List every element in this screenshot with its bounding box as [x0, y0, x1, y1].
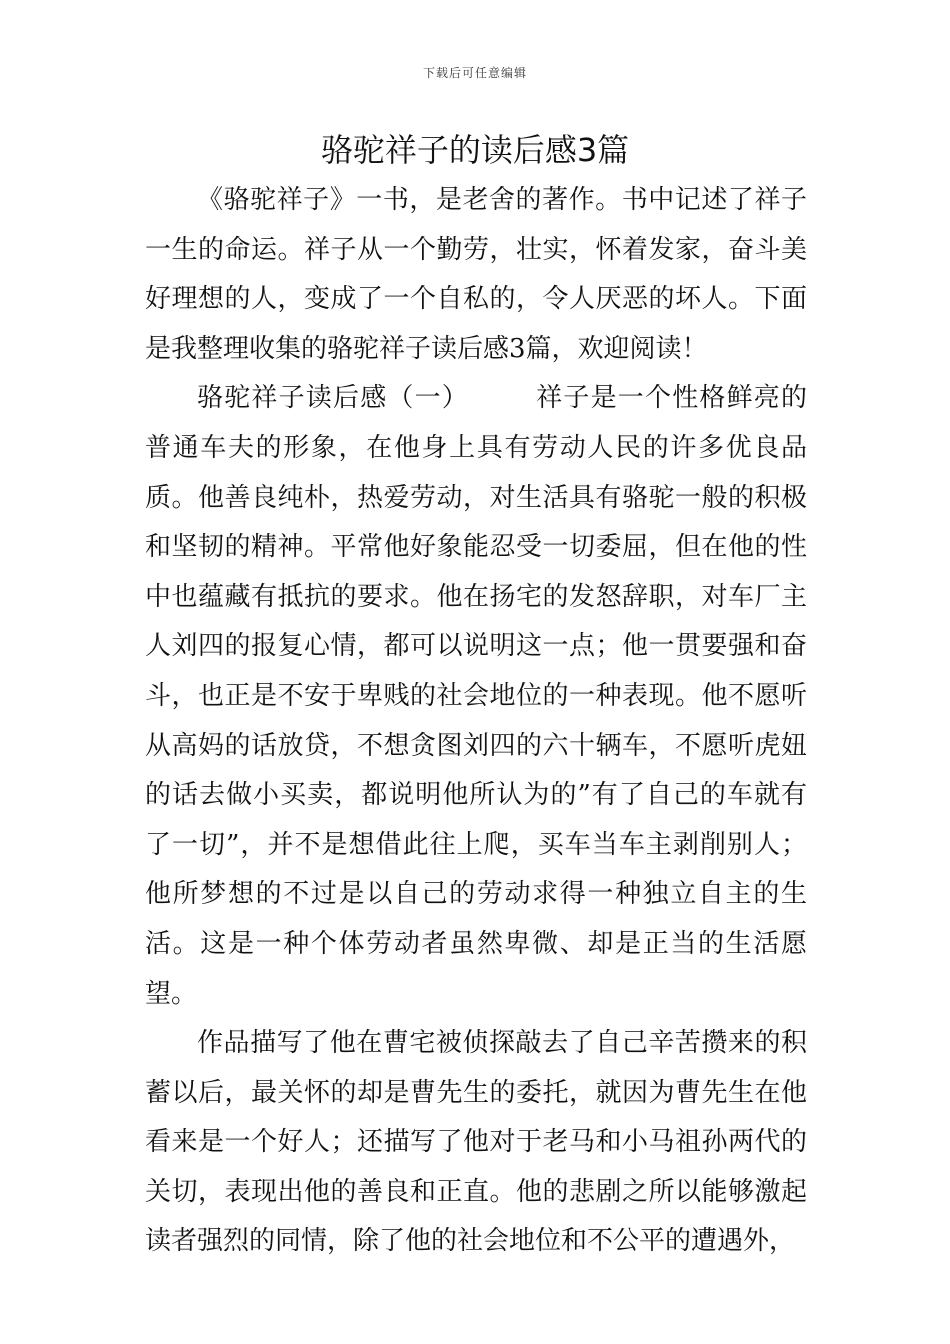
section-text: 祥子是一个性格鲜亮的普通车夫的形象，在他身上具有劳动人民的许多优良品质。他善良纯朴，热爱劳动，对生活具有骆驼一般的积极和坚韧的精神。平常他好象能忍受一切委屈，但在他的性中也蕴藏有抵抗的要求。他在扬宅的发怒辞职，对车厂主人刘四的报复心情，都可以说明这一点；他一贯要强和奋斗，也正是不安于卑贱的社会地位的一种表现。他不愿听从高妈的话放贷，不想贪图刘四的六十辆车，不愿听虎妞的话去做小买卖，都说明他所认为的”有了自己的车就有了一切”，并不是想借此往上爬，买车当车主剥削别人；他所梦想的不过是以自己的劳动求得一种独立自主的生活。这是一种个体劳动者虽然卑微、却是正当的生活愿望。	[145, 383, 807, 1009]
paragraph-works: 作品描写了他在曹宅被侦探敲去了自己辛苦攒来的积蓄以后，最关怀的却是曹先生的委托，就因为曹先生在他看来是一个好人；还描写了他对于老马和小马祖孙两代的关切，表现出他的善良和正直。他的悲剧之所以能够激起读者强烈的同情，除了他的社会地位和不公平的遭遇外，	[145, 1028, 807, 1257]
page-title: 骆驼祥子的读后感3篇	[320, 131, 630, 169]
document-body	[145, 176, 807, 1267]
paragraph-intro: 《骆驼祥子》一书，是老舍的著作。书中记述了祥子一生的命运。祥子从一个勤劳，壮实，怀着发家，奋斗美好理想的人，变成了一个自私的，令人厌恶的坏人。下面是我整理收集的骆驼祥子读后感3篇，欢迎阅读！	[145, 185, 807, 364]
section-heading: 骆驼祥子读后感（一）	[197, 383, 469, 414]
header-note: 下载后可任意编辑	[422, 66, 527, 80]
paragraph-review-one	[145, 374, 807, 1019]
